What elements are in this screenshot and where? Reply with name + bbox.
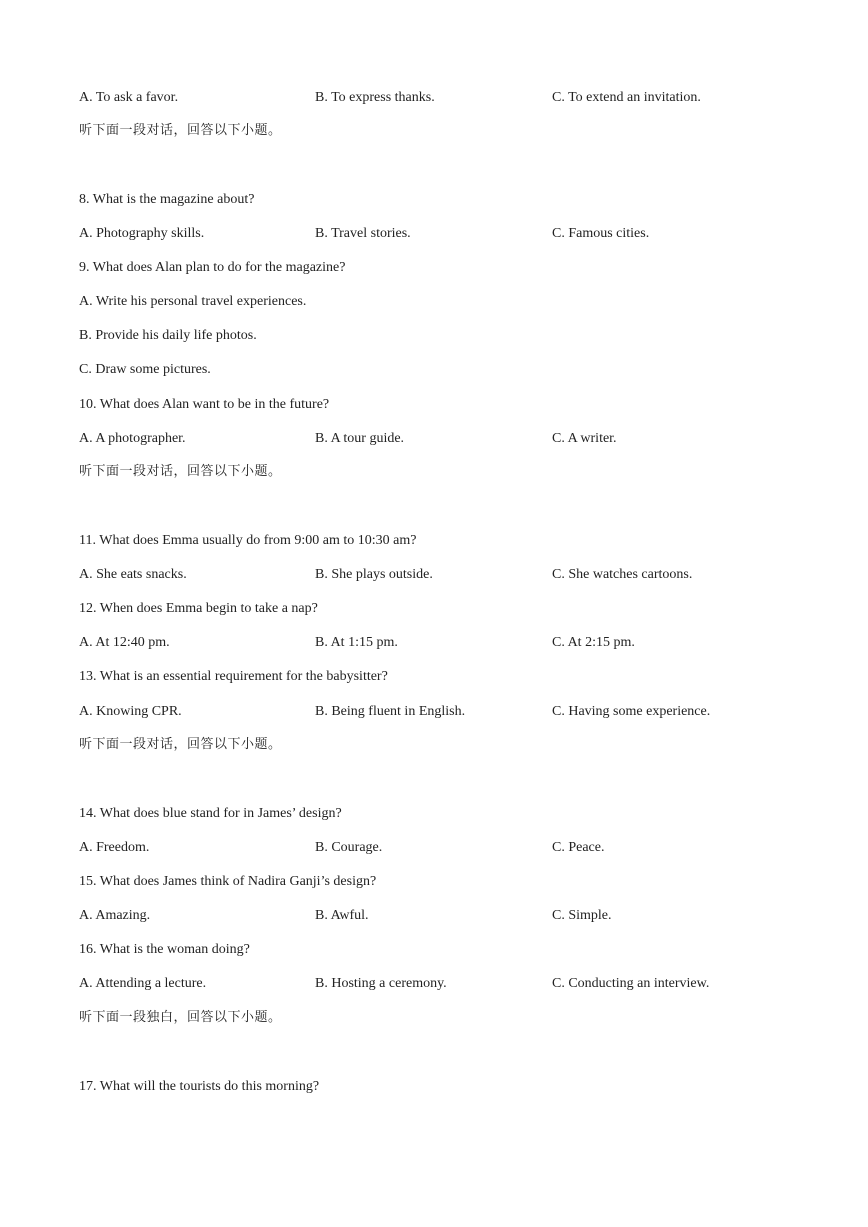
q7-option-b: B. To express thanks.: [315, 90, 435, 105]
q11-option-a: A. She eats snacks.: [79, 567, 187, 582]
q10-option-b: B. A tour guide.: [315, 431, 405, 446]
q9-option-b: B. Provide his daily life photos.: [79, 328, 257, 343]
question-13: 13. What is an essential requirement for the babysitter?: [79, 669, 388, 684]
q8-option-b: B. Travel stories.: [315, 226, 411, 241]
q7-option-c: C. To extend an invitation.: [552, 90, 701, 105]
section-instruction: 听下面一段对话，回答以下小题。: [79, 737, 282, 752]
question-17: 17. What will the tourists do this morning?: [79, 1079, 320, 1094]
question-8: 8. What is the magazine about?: [79, 192, 255, 207]
q15-option-a: A. Amazing.: [79, 908, 151, 923]
q13-option-c: C. Having some experience.: [552, 704, 711, 719]
q14-option-a: A. Freedom.: [79, 840, 150, 855]
q10-option-a: A. A photographer.: [79, 431, 186, 446]
q11-option-b: B. She plays outside.: [315, 567, 433, 582]
q8-option-a: A. Photography skills.: [79, 226, 205, 241]
q9-option-c: C. Draw some pictures.: [79, 362, 211, 377]
question-12: 12. When does Emma begin to take a nap?: [79, 601, 318, 616]
q15-option-b: B. Awful.: [315, 908, 369, 923]
q13-option-b: B. Being fluent in English.: [315, 704, 466, 719]
q13-option-a: A. Knowing CPR.: [79, 704, 182, 719]
q7-option-a: A. To ask a favor.: [79, 90, 179, 105]
question-16: 16. What is the woman doing?: [79, 942, 250, 957]
q12-option-c: C. At 2:15 pm.: [552, 635, 635, 650]
q16-option-b: B. Hosting a ceremony.: [315, 976, 447, 991]
q11-option-c: C. She watches cartoons.: [552, 567, 693, 582]
q14-option-b: B. Courage.: [315, 840, 383, 855]
question-15: 15. What does James think of Nadira Ganji’s design?: [79, 874, 377, 889]
q16-option-a: A. Attending a lecture.: [79, 976, 207, 991]
q10-option-c: C. A writer.: [552, 431, 617, 446]
q15-option-c: C. Simple.: [552, 908, 612, 923]
question-14: 14. What does blue stand for in James’ design?: [79, 806, 342, 821]
question-10: 10. What does Alan want to be in the future?: [79, 397, 330, 412]
q16-option-c: C. Conducting an interview.: [552, 976, 710, 991]
question-11: 11. What does Emma usually do from 9:00 am to 10:30 am?: [79, 533, 417, 548]
q9-option-a: A. Write his personal travel experiences.: [79, 294, 307, 309]
section-instruction: 听下面一段独白，回答以下小题。: [79, 1010, 282, 1025]
q12-option-b: B. At 1:15 pm.: [315, 635, 398, 650]
q8-option-c: C. Famous cities.: [552, 226, 650, 241]
q14-option-c: C. Peace.: [552, 840, 605, 855]
question-9: 9. What does Alan plan to do for the magazine?: [79, 260, 346, 275]
section-instruction: 听下面一段对话，回答以下小题。: [79, 123, 282, 138]
section-instruction: 听下面一段对话，回答以下小题。: [79, 464, 282, 479]
q12-option-a: A. At 12:40 pm.: [79, 635, 170, 650]
